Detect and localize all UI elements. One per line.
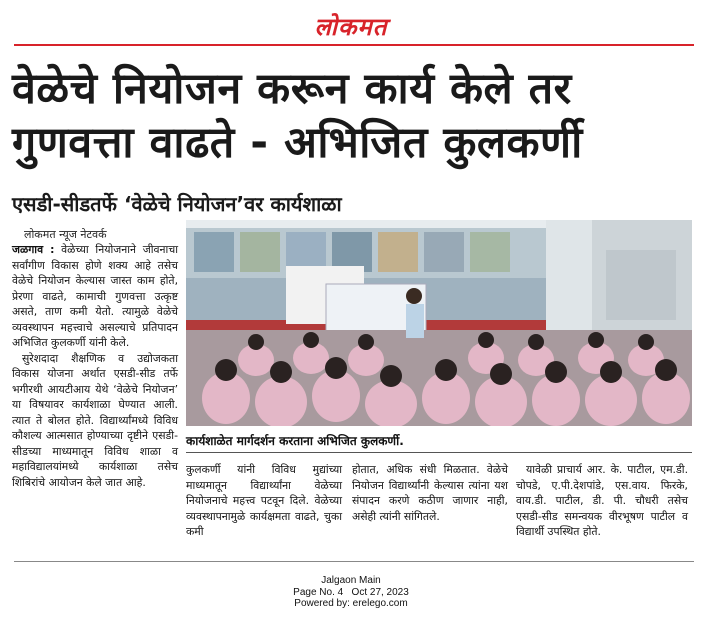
article-headline: वेळेचे नियोजन करून कार्य केले तर गुणवत्ता वाढते - अभिजित कुलकर्णी [12,64,583,168]
bottom-divider [14,561,694,562]
caption-divider [186,452,692,453]
photo-caption: कार्यशाळेत मार्गदर्शन करताना अभिजित कुलकर्णी. [186,434,404,448]
paragraph-1: वेळेच्या नियोजनाने जीवनाचा सर्वांगीण विकास होणे शक्य आहे तसेच वेळेचे नियोजन केल्यास जास्त काम होते, प्रेरणा वाढते, कामाची गुणवत्ता उत्कृष्ट असते, ताण कमी येतो. त्यामुळे वेळेचे व्यवस्थापन महत्त्वाचे असल्याचे प्रतिपादन अभिजित कुलकर्णी यांनी केले. [12,243,178,349]
powered-by: Powered by: erelego.com [294,598,408,609]
paragraph-5: यावेळी प्राचार्य आर. के. पाटील, एम.डी. चोपडे, ए.पी.देशपांडे, एस.वाय. फिरके, वाय.डी. पाटील, डी. पी. चौधरी तसेच एसडी-सीड समन्वयक वीरभूषण पाटील व विद्यार्थी उपस्थित होते. [516,463,688,538]
page-date: Page No. 4 Oct 27, 2023 [293,586,409,598]
article-column-2 [186,462,342,540]
byline: लोकमत न्यूज नेटवर्क [24,228,107,241]
top-divider [14,44,694,46]
newspaper-logo: लोकमत [314,12,388,41]
article-subheadline: एसडी-सीडतर्फे ‘वेळेचे नियोजन’वर कार्यशाळा [12,192,342,216]
article-column-1 [12,242,178,490]
edition-name: Jalgaon Main [321,575,381,586]
dateline: जळगाव : [12,243,55,256]
article-photo [186,220,692,426]
edition-footer [0,575,702,610]
paragraph-2: सुरेशदादा शैक्षणिक व उद्योजकता विकास योजना अर्थात एसडी-सीड तर्फे भगीरथी आयटीआय येथे ‘वेळेचे नियोजन’ या विषयावर कार्यशाळा घेण्यात आली. त्यात ते बोलत होते. विद्यार्थ्यांमध्ये विविध कौशल्य आत्मसात होण्याच्या दृष्टीने एसडी-सीडच्या माध्यमातून विविध शाळा व महाविद्यालयांमध्ये कार्यशाळा तसेच शिबिरांचे आयोजन केले जात आहे. [12,351,178,489]
paragraph-3: कुलकर्णी यांनी विविध मुद्यांच्या माध्यमातून विद्यार्थ्यांना वेळेच्या नियोजनाचे महत्त्व पटवून दिले. वेळेच्या व्यवस्थापनामुळे कार्यक्षमता वाढते, चुका कमी [186,463,342,538]
article-column-3 [352,462,508,524]
paragraph-4: होतात, अधिक संधी मिळतात. वेळेचे नियोजन विद्यार्थ्यांनी केल्यास त्यांना यश संपादन करणे कठीण जाणार नाही, असेही त्यांनी सांगितले. [352,463,508,523]
article-column-4 [516,462,688,540]
